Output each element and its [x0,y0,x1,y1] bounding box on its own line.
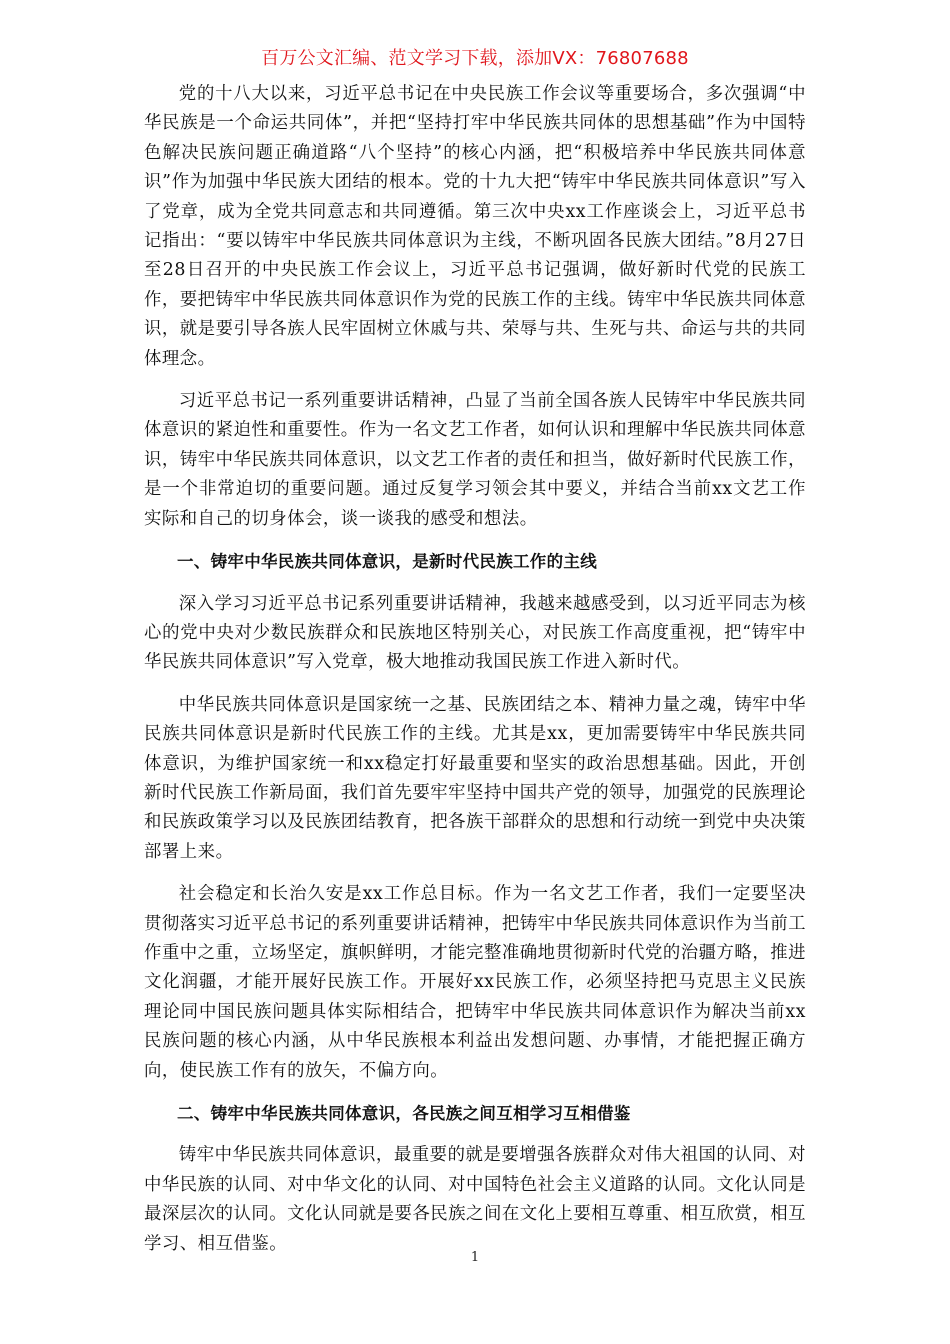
document-body [144,80,806,1272]
page-number: 1 [470,1250,480,1265]
watermark-header: 百万公文汇编、范文学习下载，添加VX：76807688 [261,48,689,69]
paragraph-purpose: 习近平总书记一系列重要讲话精神，凸显了当前全国各族人民铸牢中华民族共同体意识的紧迫性和重要性。作为一名文艺工作者，如何认识和理解中华民族共同体意识，铸牢中华民族共同体意识，以文艺工作者的责任和担当，做好新时代民族工作，是一个非常迫切的重要问题。通过反复学习领会其中要义，并结合当前xx文艺工作实际和自己的切身体会，谈一谈我的感受和想法。 [144,391,806,529]
section-heading-2: 二、铸牢中华民族共同体意识，各民族之间互相学习互相借鉴 [177,1104,631,1123]
section-heading-1: 一、铸牢中华民族共同体意识，是新时代民族工作的主线 [177,552,597,572]
paragraph-section1-c: 社会稳定和长治久安是xx工作总目标。作为一名文艺工作者，我们一定要坚决贯彻落实习近平总书记的系列重要讲话精神，把铸牢中华民族共同体意识作为当前工作重中之重，立场坚定，旗帜鲜明，才能完整准确地贯彻新时代党的治疆方略，推进文化润疆，才能开展好民族工作。开展好xx民族工作，必须坚持把马克思主义民族理论同中国民族问题具体实际相结合，把铸牢中华民族共同体意识作为解决当前xx民族问题的核心内涵，从中华民族根本利益出发想问题、办事情，才能把握正确方向，使民族工作有的放矢，不偏方向。 [144,884,806,1081]
paragraph-section2-a: 铸牢中华民族共同体意识，最重要的就是要增强各族群众对伟大祖国的认同、对中华民族的认同、对中华文化的认同、对中国特色社会主义道路的认同。文化认同是最深层次的认同。文化认同就是要各民族之间在文化上要相互尊重、相互欣赏，相互学习、相互借鉴。 [144,1145,806,1254]
paragraph-section1-b: 中华民族共同体意识是国家统一之基、民族团结之本、精神力量之魂，铸牢中华民族共同体意识是新时代民族工作的主线。尤其是xx，更加需要铸牢中华民族共同体意识，为维护国家统一和xx稳定打好最重要和坚实的政治思想基础。因此，开创新时代民族工作新局面，我们首先要牢牢坚持中国共产党的领导，加强党的民族理论和民族政策学习以及民族团结教育，把各族干部群众的思想和行动统一到党中央决策部署上来。 [144,694,806,862]
paragraph-intro: 党的十八大以来，习近平总书记在中央民族工作会议等重要场合，多次强调“中华民族是一个命运共同体”，并把“坚持打牢中华民族共同体的思想基础”作为中国特色解决民族问题正确道路“八个坚持”的核心内涵，把“积极培养中华民族共同体意识”作为加强中华民族大团结的根本。党的十九大把“铸牢中华民族共同体意识”写入了党章，成为全党共同意志和共同遵循。第三次中央xx工作座谈会上，习近平总书记指出：“要以铸牢中华民族共同体意识为主线，不断巩固各民族大团结。”8月27日至28日召开的中央民族工作会议上，习近平总书记强调，做好新时代党的民族工作，要把铸牢中华民族共同体意识作为党的民族工作的主线。铸牢中华民族共同体意识，就是要引导各族人民牢固树立休戚与共、荣辱与共、生死与共、命运与共的共同体理念。 [144,84,806,369]
paragraph-section1-a: 深入学习习近平总书记系列重要讲话精神，我越来越感受到，以习近平同志为核心的党中央对少数民族群众和民族地区特别关心，对民族工作高度重视，把“铸牢中华民族共同体意识”写入党章，极大地推动我国民族工作进入新时代。 [144,593,806,673]
